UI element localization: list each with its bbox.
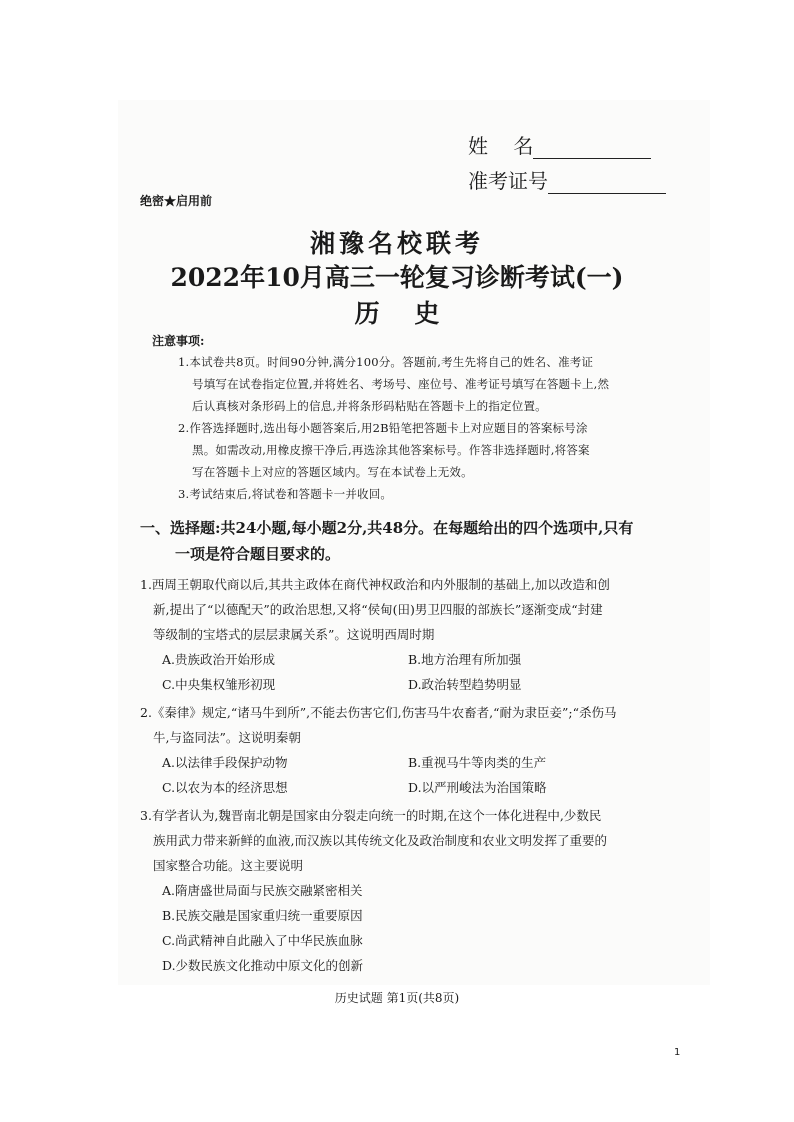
- notice-line: 3.考试结束后,将试卷和答题卡一并收回。: [178, 487, 393, 501]
- name-label: 姓 名: [468, 134, 534, 158]
- question-1-option-b: B.地方治理有所加强: [408, 652, 522, 667]
- question-2-option-a: A.以法律手段保护动物: [162, 755, 288, 770]
- id-blank: [548, 175, 666, 194]
- notice-line: 后认真核对条形码上的信息,并将条形码粘贴在答题卡上的指定位置。: [192, 399, 547, 413]
- question-3-stem: 3.有学者认为,魏晋南北朝是国家由分裂走向统一的时期,在这个一体化进程中,少数民: [140, 808, 602, 823]
- question-2-stem: 2.《秦律》规定,“诸马牛到所”,不能去伤害它们,伤害马牛农畜者,“耐为隶臣妾”;“杀伤马: [140, 705, 617, 720]
- question-2-option-d: D.以严刑峻法为治国策略: [408, 780, 547, 795]
- question-1-stem: 1.西周王朝取代商以后,其共主政体在商代神权政治和内外服制的基础上,加以改造和创: [140, 577, 610, 592]
- notice-heading: 注意事项:: [152, 334, 205, 348]
- question-2-option-c: C.以农为本的经济思想: [162, 780, 288, 795]
- question-1-option-a: A.贵族政治开始形成: [162, 652, 276, 667]
- question-1-stem: 新,提出了“以德配天”的政治思想,又将“侯甸(田)男卫四服的部族长”逐渐变成“封建: [153, 602, 603, 617]
- section-heading: 一、选择题:共24小题,每小题2分,共48分。在每题给出的四个选项中,只有: [140, 519, 634, 537]
- name-field: [468, 130, 651, 159]
- exam-union-title: 湘豫名校联考: [309, 229, 484, 258]
- question-1-option-d: D.政治转型趋势明显: [408, 677, 522, 692]
- question-3-stem: 族用武力带来新鲜的血液,而汉族以其传统文化及政治制度和农业文明发挥了重要的: [153, 833, 607, 848]
- page-footer: 历史试题 第1页(共8页): [334, 991, 460, 1005]
- id-label: 准考证号: [468, 169, 548, 193]
- question-3-option-c: C.尚武精神自此融入了中华民族血脉: [162, 933, 363, 948]
- question-1-option-c: C.中央集权雏形初现: [162, 677, 276, 692]
- name-blank: [533, 140, 651, 159]
- question-1-stem: 等级制的宝塔式的层层隶属关系”。这说明西周时期: [153, 627, 435, 642]
- subject-title: 历 史: [354, 299, 440, 328]
- notice-line: 1.本试卷共8页。时间90分钟,满分100分。答题前,考生先将自己的姓名、准考证: [178, 355, 594, 369]
- notice-line: 黑。如需改动,用橡皮擦干净后,再选涂其他答案标号。作答非选择题时,将答案: [192, 443, 590, 457]
- page-number: 1: [674, 1047, 681, 1058]
- question-3-stem: 国家整合功能。这主要说明: [153, 858, 304, 873]
- notice-line: 号填写在试卷指定位置,并将姓名、考场号、座位号、准考证号填写在答题卡上,然: [192, 377, 610, 391]
- question-2-option-b: B.重视马牛等肉类的生产: [408, 755, 547, 770]
- notice-line: 写在答题卡上对应的答题区域内。写在本试卷上无效。: [192, 465, 473, 479]
- question-3-option-b: B.民族交融是国家重归统一重要原因: [162, 908, 363, 923]
- question-2-stem: 牛,与盗同法”。这说明秦朝: [153, 730, 301, 745]
- exam-title: 2022年10月高三一轮复习诊断考试(一): [170, 263, 624, 292]
- section-heading-cont: 一项是符合题目要求的。: [175, 545, 341, 563]
- id-field: [468, 165, 666, 194]
- question-3-option-d: D.少数民族文化推动中原文化的创新: [162, 958, 364, 973]
- secret-mark: 绝密★启用前: [140, 194, 213, 208]
- question-3-option-a: A.隋唐盛世局面与民族交融紧密相关: [162, 883, 363, 898]
- notice-line: 2.作答选择题时,选出每小题答案后,用2B铅笔把答题卡上对应题目的答案标号涂: [178, 421, 588, 435]
